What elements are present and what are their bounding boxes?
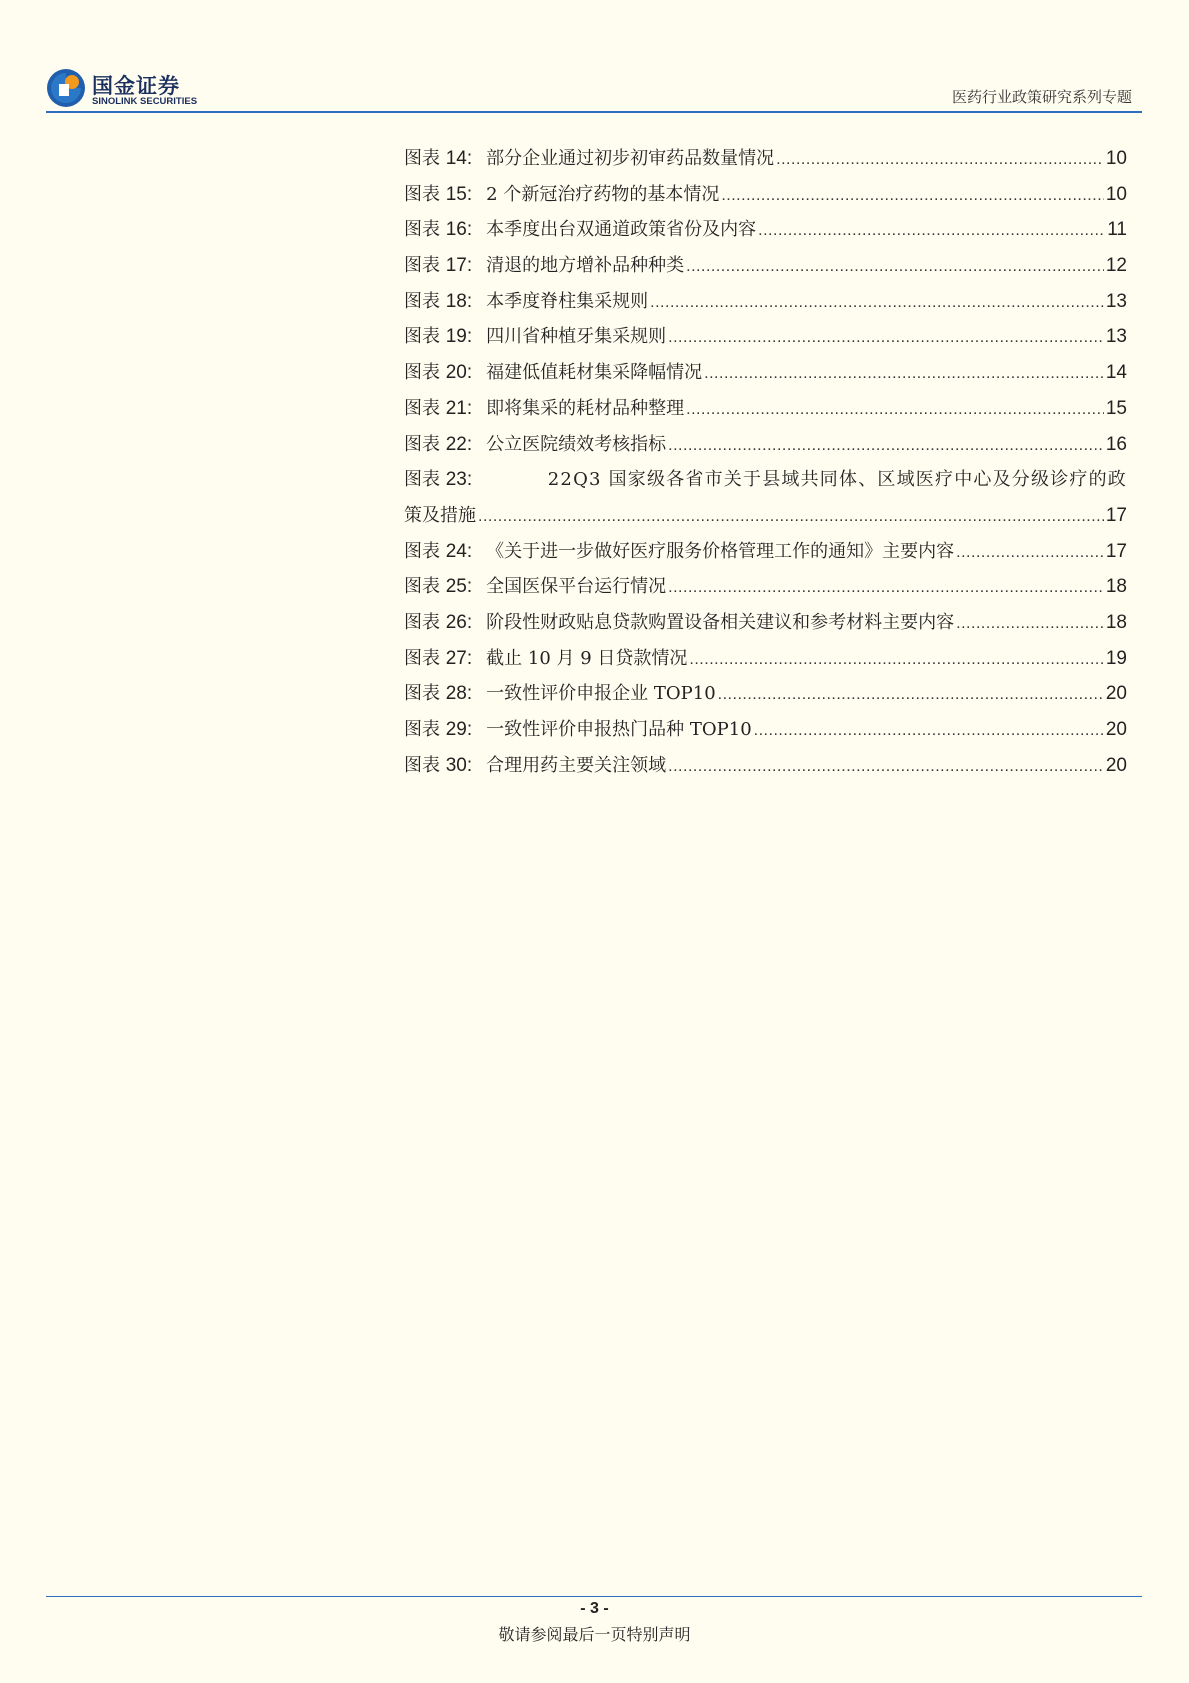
toc-label: 图表 29: [404, 719, 473, 740]
toc-label: 图表 18: [404, 290, 473, 312]
toc-title: 阶段性财政贴息贷款购置设备相关建议和参考材料主要内容 [486, 611, 955, 633]
toc-entry-28[interactable] [404, 679, 1127, 715]
toc-entry-22[interactable] [404, 430, 1127, 466]
toc-page: 15 [1105, 397, 1127, 419]
table-of-figures [404, 144, 1127, 786]
toc-leader [956, 544, 1104, 562]
toc-entry-15[interactable] [404, 180, 1127, 216]
company-logo [46, 68, 216, 110]
logo-english-name: SINOLINK SECURITIES [92, 96, 198, 107]
toc-title: 全国医保平台运行情况 [486, 576, 667, 598]
toc-page: 17 [1105, 504, 1127, 526]
toc-leader [758, 222, 1105, 240]
toc-leader [668, 437, 1104, 455]
toc-label: 图表 26: [404, 611, 473, 633]
toc-page: 18 [1105, 576, 1127, 598]
toc-page: 16 [1105, 433, 1127, 455]
toc-leader [956, 615, 1104, 633]
toc-title: 清退的地方增补品种种类 [486, 255, 685, 277]
toc-label: 图表 19: [404, 326, 473, 348]
toc-page: 18 [1105, 611, 1127, 633]
toc-title: 即将集采的耗材品种整理 [486, 397, 685, 419]
toc-leader [718, 686, 1104, 704]
toc-title: 四川省种植牙集采规则 [486, 326, 667, 348]
toc-entry-17[interactable] [404, 251, 1127, 287]
toc-entry-25[interactable] [404, 572, 1127, 608]
toc-title: 策及措施 [404, 504, 476, 526]
toc-leader [478, 508, 1104, 526]
toc-entry-14[interactable] [404, 144, 1127, 180]
toc-label: 图表 14: [404, 148, 473, 169]
toc-leader [668, 579, 1104, 597]
toc-title: 截止 10 月 9 日贷款情况 [486, 647, 688, 669]
toc-label: 图表 16: [404, 219, 473, 241]
toc-title: 公立医院绩效考核指标 [486, 433, 667, 455]
toc-entry-30[interactable] [404, 751, 1127, 787]
page-header [46, 62, 1142, 112]
toc-title: 部分企业通过初步初审药品数量情况 [486, 148, 775, 169]
sinolink-logo-icon [46, 68, 86, 108]
toc-page: 17 [1105, 540, 1127, 562]
toc-title: 一致性评价申报企业 TOP10 [486, 683, 716, 705]
footer-divider [46, 1596, 1142, 1597]
toc-page: 20 [1105, 719, 1127, 740]
toc-leader [689, 651, 1103, 669]
toc-title: 合理用药主要关注领域 [486, 754, 667, 776]
toc-entry-23[interactable] [404, 465, 1127, 501]
toc-title: 福建低值耗材集采降幅情况 [486, 362, 703, 384]
toc-label: 图表 27: [404, 647, 473, 669]
toc-page: 13 [1105, 290, 1127, 312]
toc-entry-20[interactable] [404, 358, 1127, 394]
toc-leader [754, 722, 1104, 740]
toc-title: 一致性评价申报热门品种 TOP10 [486, 719, 752, 740]
page-number: - 3 - [580, 1600, 609, 1617]
toc-label: 图表 20: [404, 362, 473, 384]
toc-entry-29[interactable] [404, 715, 1127, 751]
series-title: 医药行业政策研究系列专题 [951, 88, 1132, 106]
toc-title: 本季度出台双通道政策省份及内容 [486, 219, 757, 241]
toc-label: 图表 22: [404, 433, 473, 455]
logo-chinese-name: 国金证券 [92, 74, 180, 98]
toc-leader [686, 258, 1104, 276]
toc-label: 图表 30: [404, 754, 473, 776]
toc-page: 10 [1105, 183, 1127, 205]
toc-label: 图表 15: [404, 183, 473, 205]
toc-leader [776, 151, 1104, 169]
toc-title: 本季度脊柱集采规则 [486, 290, 649, 312]
toc-page: 19 [1105, 647, 1127, 669]
toc-title: 22Q3 国家级各省市关于县域共同体、区域医疗中心及分级诊疗的政 [547, 469, 1127, 491]
toc-leader [650, 294, 1104, 312]
toc-entry-18[interactable] [404, 287, 1127, 323]
toc-label: 图表 21: [404, 397, 473, 419]
toc-page: 13 [1105, 326, 1127, 348]
toc-entry-24[interactable] [404, 537, 1127, 573]
toc-entry-19[interactable] [404, 322, 1127, 358]
toc-leader [721, 187, 1104, 205]
toc-page: 12 [1105, 255, 1127, 277]
toc-entry-16[interactable] [404, 215, 1127, 251]
toc-page: 11 [1107, 219, 1127, 241]
toc-leader [686, 401, 1104, 419]
toc-entry-23-cont[interactable] [404, 501, 1127, 537]
toc-label: 图表 23: [404, 469, 473, 491]
toc-leader [668, 329, 1104, 347]
footer-disclaimer: 敬请参阅最后一页特别声明 [498, 1625, 691, 1644]
toc-page: 20 [1105, 754, 1127, 776]
header-divider [46, 111, 1142, 113]
toc-label: 图表 17: [404, 255, 473, 277]
toc-page: 10 [1105, 148, 1127, 169]
toc-entry-21[interactable] [404, 394, 1127, 430]
toc-entry-26[interactable] [404, 608, 1127, 644]
toc-entry-27[interactable] [404, 644, 1127, 680]
toc-title: 《关于进一步做好医疗服务价格管理工作的通知》主要内容 [486, 540, 955, 562]
toc-page: 14 [1105, 362, 1127, 384]
toc-title: 2 个新冠治疗药物的基本情况 [486, 183, 720, 205]
toc-leader [668, 758, 1104, 776]
toc-label: 图表 25: [404, 576, 473, 598]
toc-page: 20 [1105, 683, 1127, 705]
toc-leader [704, 365, 1104, 383]
toc-label: 图表 24: [404, 540, 473, 562]
toc-label: 图表 28: [404, 683, 473, 705]
